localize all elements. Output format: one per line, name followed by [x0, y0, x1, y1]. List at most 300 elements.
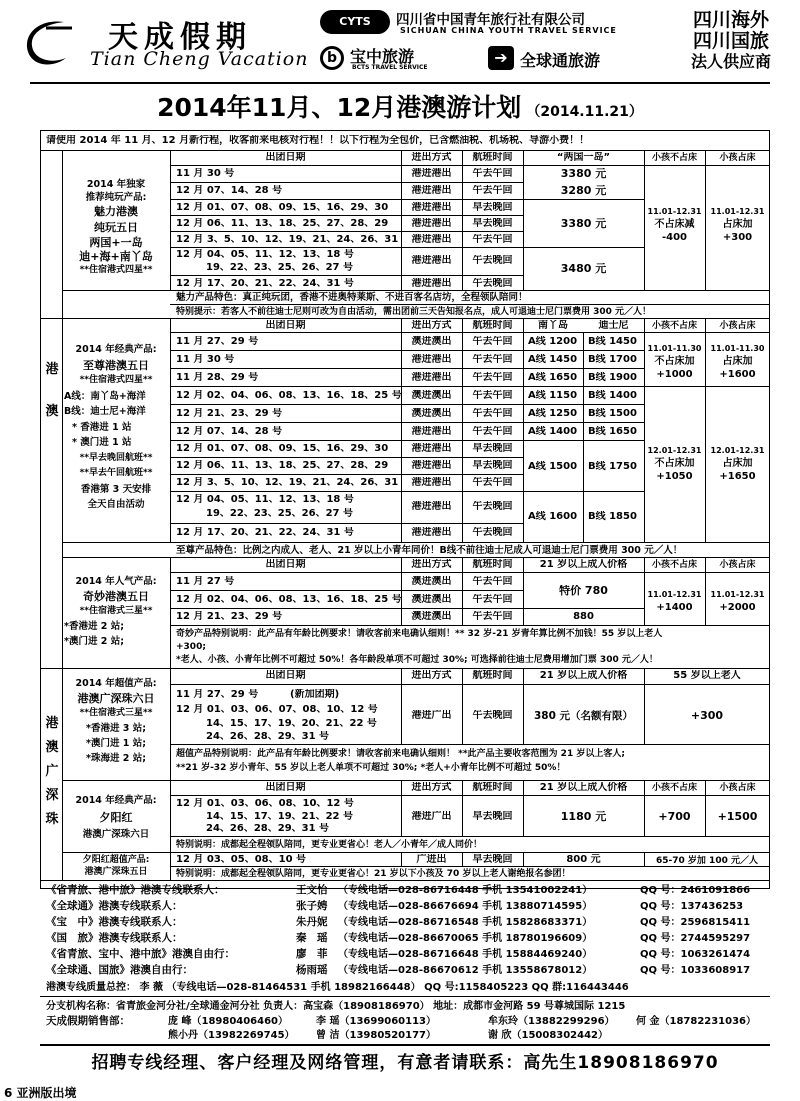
- side-label-gangao: [44, 362, 60, 420]
- supplier-line-2: 四川国旅: [692, 30, 769, 52]
- side-col-border: [62, 318, 63, 668]
- sec2-row-flight: 午去晚回: [472, 527, 513, 538]
- sec4-label-line: *香港进 3 站;: [86, 723, 146, 734]
- agency-global-name: 全球通旅游: [520, 51, 601, 70]
- sec5-child2: +1500: [717, 811, 758, 823]
- sec2-label-line: 香港第 3 天安排: [80, 483, 152, 495]
- sec3-row-date: 12 月 21、23、29 号: [176, 611, 283, 622]
- sec4-line: [170, 744, 770, 745]
- sec1-row-flight: 午去晚回: [472, 278, 513, 289]
- sec1-child1-line: 不占床减: [654, 219, 695, 230]
- contact-phone: （专线电话—028-86716648 手机 15884469240）: [338, 949, 593, 960]
- sec5-hdr: 出团日期: [265, 782, 306, 793]
- sec2-child-line: 不占床加: [654, 458, 695, 469]
- sec5-price: 1180 元: [560, 811, 607, 823]
- sec3-label-line: 奇妙港澳五日: [83, 590, 149, 603]
- sec3-label-line: *香港进 2 站;: [64, 621, 124, 632]
- sec3-line: [170, 625, 770, 626]
- sec1-hdr-line: [170, 165, 770, 166]
- sec4-date: 14、15、17、19、20、21、22 号: [206, 718, 377, 729]
- sec2-row-flight: 午去午回: [472, 477, 513, 488]
- agency-global: [488, 44, 663, 74]
- sec2-hdr: 航班时间: [472, 320, 513, 331]
- sec2-row-date: 12 月 17、20、21、22、24、31 号: [176, 527, 354, 538]
- section-divider: [62, 780, 770, 781]
- sec1-child2-line: +300: [722, 232, 753, 243]
- sec3-child2: [705, 588, 770, 614]
- sec1-row-flight: 早去晚回: [472, 202, 513, 213]
- sec2-row-mode: 港进港出: [411, 372, 452, 383]
- recruit-divider: [40, 1044, 770, 1046]
- sec1-row-date: 12 月 01、07、08、09、15、16、29、30: [176, 202, 389, 213]
- sec2-price-a: A线 1650: [528, 372, 578, 383]
- side-char: 港: [45, 362, 59, 377]
- contact-dept: 《宝 中》港澳专线联系人：: [46, 916, 183, 928]
- sec1-line: [62, 290, 770, 291]
- sec1-price: 3380 元: [560, 218, 607, 230]
- sec3-child-line: 11.01-12.31: [710, 590, 765, 599]
- sec2-line: [62, 542, 770, 543]
- agency-bcts-en: BCTS TRAVEL SERVICE: [352, 64, 428, 71]
- sec2-child-line: 11.01-11.30: [710, 344, 765, 353]
- sec3-child-line: +2000: [719, 602, 756, 613]
- logo-swoosh-icon: [16, 14, 76, 74]
- sec1-child1: [644, 205, 705, 244]
- sec2-line: [170, 404, 644, 405]
- sec4-flight: 午去晚回: [472, 710, 513, 721]
- sec5-hdr: 航班时间: [472, 782, 513, 793]
- sales-person: 牟东玲（13882299296）: [488, 1016, 615, 1027]
- sec4-price: 380 元（名额有限）: [533, 710, 634, 722]
- agency-cyts-en: SICHUAN CHINA YOUTH TRAVEL SERVICE: [400, 26, 617, 35]
- contact-name: 张子娉: [296, 900, 328, 912]
- sec1-label-line: 两国+一岛: [89, 236, 143, 249]
- supplier-line-1: 四川海外: [692, 9, 769, 31]
- sec4-label: [64, 676, 168, 766]
- header-divider: [30, 82, 770, 84]
- contact-qq: QQ 号：1033608917: [640, 965, 751, 976]
- sec1-line: [170, 182, 523, 183]
- sec1-row-flight: 早去晚回: [472, 218, 513, 229]
- sec1-hdr-flight: 航班时间: [472, 152, 513, 163]
- sec2-child-line: +1050: [656, 471, 693, 482]
- sec5-hdr: 小孩占床: [719, 783, 756, 793]
- sec2-price-a: A线 1250: [528, 408, 578, 419]
- sec5-label-line: 港澳广深珠六日: [82, 829, 150, 840]
- contact-qq: QQ 号：2744595297: [640, 933, 751, 944]
- sec2-line: [170, 523, 523, 524]
- agency-cyts-name: 四川省中国青年旅行社有限公司: [396, 12, 585, 28]
- sec2-price-a: A线 1150: [528, 390, 578, 401]
- contact-phone: （专线电话—028-86716548 手机 15828683371）: [338, 917, 593, 928]
- sec2-row-flight: 午去午回: [472, 336, 513, 347]
- agency-cyts: [320, 8, 660, 40]
- sec5-hdr: 小孩不占床: [651, 783, 697, 793]
- contacts-divider: [40, 880, 770, 881]
- branch-divider: [40, 996, 770, 997]
- sec2-price-a: A线 1500: [528, 461, 578, 472]
- sec1-row-date: 19、22、23、25、26、27 号: [206, 262, 353, 273]
- sales-person: 曾 洁（13980520177）: [316, 1030, 437, 1041]
- sec3-label-line: 2014 年人气产品:: [75, 576, 157, 587]
- supplier-line-3: 法人供应商: [690, 52, 771, 71]
- sec1-row-date: 12 月 07、14、28 号: [176, 185, 283, 196]
- sec4-line: [170, 684, 770, 685]
- sec2-row-flight: 午去晚回: [472, 501, 513, 512]
- contact-qq: QQ 号：1063261474: [640, 949, 751, 960]
- sec5-label-line: 夕阳红: [99, 811, 133, 824]
- sec3-row-mode: 澳进澳出: [411, 576, 452, 587]
- cyts-logo-icon: CYTS: [320, 10, 390, 34]
- sec2-hdr: 出团日期: [265, 320, 306, 331]
- sec3-hdr: 航班时间: [472, 559, 513, 570]
- sec3-hdr: 小孩不占床: [651, 560, 697, 570]
- sec2-price-b: B线 1400: [588, 390, 637, 401]
- sec2-price-b: B线 1450: [588, 336, 637, 347]
- sec3-col: [170, 557, 171, 668]
- sec2-row-mode: 澳进澳出: [411, 390, 452, 401]
- sec3-label-line: **住宿港式三星**: [79, 606, 153, 616]
- sec2-price-b: B线 1850: [588, 511, 637, 522]
- sec4-senior: +300: [690, 710, 724, 722]
- sec2-hdr: 小孩不占床: [651, 321, 697, 331]
- sec1-label-line: 2014 年独家: [86, 179, 146, 190]
- sec3-row-flight: 午去午回: [472, 594, 513, 605]
- contact-name: 秦 瑶: [296, 932, 328, 944]
- sec1-row-mode: 港进港出: [411, 255, 452, 266]
- sec2-line: [170, 440, 644, 441]
- contact-name: 朱丹妮: [296, 916, 328, 928]
- sec2-row-flight: 午去午回: [472, 390, 513, 401]
- sec1-hdr-date: 出团日期: [265, 152, 306, 163]
- sec5-label: [64, 792, 168, 843]
- sec1-hdr-child1: 小孩不占床: [651, 153, 697, 163]
- title-date: （2014.11.21）: [526, 104, 643, 120]
- sec3-row-date: 11 月 27 号: [176, 576, 235, 587]
- sec2-label-line: * 澳门进 1 站: [72, 437, 132, 448]
- sec2-row-date: 12 月 07、14、28 号: [176, 426, 283, 437]
- sales-person: 何 金（18782231036）: [636, 1016, 757, 1027]
- side-char: 港: [45, 716, 59, 731]
- quality-control: 港澳专线质量总控： 李 薇 （专线电话—028-81464531 手机 18982166448） QQ 号:1158405223 QQ 群:116443446: [46, 982, 629, 993]
- sec1-row-flight: 午去午回: [472, 168, 513, 179]
- sec2-child-line: 11.01-11.30: [647, 344, 702, 353]
- sec2-note: 至尊产品特色：比例之内成人、老人、21 岁以上小青年同价！B线不前往迪士尼成人可退迪士尼门票费用 300 元／人！: [176, 545, 683, 556]
- sec4-date: 12 月 01、03、06、07、08、10、12 号: [176, 704, 378, 715]
- branch-info: 分支机构名称：省青旅金河分社/全球通金河分社 负责人：高宝森（18908186970） 地址：成都市金河路 59 号尊城国际 1215: [46, 1001, 626, 1012]
- contact-name: 杨雨瑶: [296, 964, 328, 976]
- sec2-child-b2: [705, 444, 770, 483]
- sec2-child-line: 12.01-12.31: [710, 446, 765, 455]
- contact-phone: （专线电话—028-86676694 手机 13880714595）: [338, 901, 593, 912]
- sec2-price-b: B线 1750: [588, 461, 637, 472]
- sec2-row-date: 11 月 27、29 号: [176, 336, 259, 347]
- sec2-row-flight: 早去晚回: [472, 460, 513, 471]
- contact-name: 王文怡: [296, 884, 328, 896]
- sec1-row-mode: 港进港出: [411, 218, 452, 229]
- sales-person: 李 瑶（13699060113）: [316, 1016, 437, 1027]
- sec2-label-line: **早去晚回航班**: [79, 452, 153, 463]
- sec2-label: [64, 342, 168, 513]
- sec2-label-line: **早去午回航班**: [79, 468, 153, 478]
- sec4-label-line: 港澳广深珠六日: [77, 692, 155, 705]
- sec1-row-date: 12 月 17、20、21、22、24、31 号: [176, 278, 354, 289]
- sec2-price-b: B线 1900: [588, 372, 637, 383]
- sec1-child2: [705, 205, 770, 244]
- intro-divider: [40, 150, 770, 151]
- section-divider: [40, 668, 770, 669]
- sec1-row-mode: 港进港出: [411, 185, 452, 196]
- sec2-row-flight: 午去午回: [472, 372, 513, 383]
- sec4-hdr: 55 岁以上老人: [673, 670, 741, 681]
- contact-qq: QQ 号：2461091866: [640, 885, 751, 896]
- sec1-child2-line: 11.01-12.31: [710, 207, 765, 216]
- side-col-border: [62, 668, 63, 880]
- sec5-hdr: 21 岁以上成人价格: [539, 782, 628, 793]
- sec5-flight: 早去晚回: [472, 811, 513, 822]
- sales-person: 熊小丹（13982269745）: [168, 1030, 295, 1041]
- sec3-row-mode: 澳进澳出: [411, 611, 452, 622]
- sec5-child1: +700: [658, 811, 691, 823]
- sec2-child-a1: [644, 342, 705, 381]
- brand-logo: [12, 8, 312, 76]
- contact-phone: （专线电话—028-86670612 手机 13558678012）: [338, 965, 593, 976]
- sec4-date-tag: (新加团期): [290, 689, 340, 700]
- contact-dept: 《省青旅、港中旅》港澳专线联系人：: [46, 884, 225, 896]
- sec1-line: [170, 199, 644, 200]
- sec4-note: 超值产品特别说明：此产品有年龄比例要求！请收客前来电确认细则！ **此产品主要收客范围为 21 岁以上客人;: [176, 749, 625, 759]
- sec4-hdr: 21 岁以上成人价格: [539, 670, 628, 681]
- sec1-line: [170, 247, 644, 248]
- sec1-row-date: 11 月 30 号: [176, 168, 235, 179]
- sec3-line: [170, 572, 770, 573]
- sec5-date: 12 月 01、03、06、08、10、12 号: [176, 798, 354, 809]
- sec2-hdr: 进出方式: [411, 320, 452, 331]
- sec2-hdr: 迪士尼: [598, 320, 629, 331]
- sec3-row-mode: 澳进澳出: [411, 594, 452, 605]
- sec2-row-date: 12 月 01、07、08、09、15、16、29、30: [176, 443, 389, 454]
- sec5-line: [170, 836, 770, 837]
- sec2-line: [170, 474, 523, 475]
- page-title: [40, 88, 760, 126]
- contact-name: 廖 菲: [296, 948, 328, 960]
- sec2-child-line: 占床加: [722, 356, 753, 367]
- sec2-col: [170, 318, 171, 542]
- sec2-label-line: * 香港进 1 站: [72, 421, 132, 433]
- sec4-label-line: **住宿港式三星**: [79, 708, 153, 718]
- intro-text: 请使用 2014 年 11 月、12 月新行程，收客前来电核对行程！！以下行程为全包价，已含燃油税、机场税、导游小费！！: [46, 135, 590, 146]
- sales-person: 庞 峰（18980406460）: [168, 1016, 289, 1027]
- sec2-child-line: 不占床加: [654, 356, 695, 367]
- sec2-child-line: +1600: [719, 369, 756, 380]
- sec2-row-mode: 澳进澳出: [411, 408, 452, 419]
- section-divider: [62, 852, 770, 853]
- sec2-hdr: 小孩占床: [719, 321, 756, 331]
- sec2-row-date: 19、22、23、25、26、27 号: [206, 508, 353, 519]
- sec2-row-mode: 港进港出: [411, 443, 452, 454]
- agency-bcts-name: 宝中旅游: [350, 47, 415, 66]
- sec2-price-a: A线 1450: [528, 354, 578, 365]
- sec3-hdr: 小孩占床: [719, 560, 756, 570]
- sec2-child-line: 占床加: [722, 458, 753, 469]
- sec1-price: 3280 元: [560, 185, 607, 197]
- sec1-note: 特别提示：若客人不前往迪士尼则可改为自由活动，需出团前三天告知报名点，成人可退迪士尼门票费用 300 元／人！: [176, 307, 652, 317]
- sec6-price: 800 元: [566, 854, 601, 865]
- sec3-hdr: 21 岁以上成人价格: [539, 559, 628, 570]
- sec6-label: [64, 854, 168, 878]
- sec2-row-mode: 港进港出: [411, 426, 452, 437]
- contact-qq: QQ 号：137436253: [640, 901, 744, 912]
- title-main: 2014年11月、12月港澳游计划: [157, 93, 522, 122]
- sec6-date: 12 月 03、05、08、10 号: [176, 854, 307, 865]
- sec1-row-date: 12 月 06、11、13、18、25、27、28、29: [176, 218, 389, 229]
- contact-dept: 《全球通》港澳专线联系人：: [46, 900, 183, 912]
- sec1-hdr-price: “两国一岛”: [556, 152, 611, 163]
- sec4-hdr: 航班时间: [472, 670, 513, 681]
- sec2-line: [170, 422, 644, 423]
- sec3-child-line: 11.01-12.31: [647, 590, 702, 599]
- sec1-hdr-child2: 小孩占床: [719, 153, 756, 163]
- side-label-gangao-guangshen: [44, 712, 60, 832]
- agency-bcts: [320, 44, 470, 74]
- contact-phone: （专线电话—028-86670065 手机 18780196609）: [338, 933, 593, 944]
- sec5-date: 24、26、28、29、31 号: [206, 823, 330, 834]
- sec2-line: [170, 368, 644, 369]
- contact-dept: 《国 旅》港澳专线联系人：: [46, 932, 183, 944]
- sec2-row-date: 11 月 28、29 号: [176, 372, 259, 383]
- sec2-col: [523, 318, 524, 542]
- sec2-label-line: **住宿港式四星**: [79, 375, 153, 385]
- sec2-hdr: 南丫岛: [538, 320, 568, 331]
- sec5-line: [170, 795, 770, 796]
- sec1-line: [170, 304, 770, 305]
- supplier-badge: [672, 10, 790, 76]
- sec1-line: [170, 215, 523, 216]
- sec6-label-line: 夕阳红超值产品:: [82, 855, 150, 865]
- sec3-label-line: *澳门进 2 站;: [64, 636, 124, 647]
- sec1-child1-line: -400: [661, 232, 688, 243]
- sec2-row-date: 12 月 02、04、06、08、13、16、18、25 号: [176, 390, 402, 401]
- sec3-child-line: +1400: [656, 602, 693, 613]
- sec2-line: [170, 332, 770, 333]
- sec2-row-date: 12 月 3、5、10、12、19、21、24、26、31: [176, 477, 399, 488]
- sec1-price: 3380 元: [560, 168, 607, 180]
- sec2-row-date: 11 月 30 号: [176, 354, 235, 365]
- sec1-label-line: 纯玩五日: [94, 221, 138, 234]
- sec2-row-date: 12 月 06、11、13、18、25、27、28、29: [176, 460, 389, 471]
- sec3-note: *老人、小孩、小青年比例不可超过 50%！各年龄段单项不可超过 30%; 可选择前往迪士尼费用增加门票 300 元／人！: [176, 655, 658, 665]
- sales-label: 天成假期销售部：: [46, 1015, 130, 1027]
- sec2-row-date: 12 月 21、23、29 号: [176, 408, 283, 419]
- sec2-row-mode: 港进港出: [411, 460, 452, 471]
- global-logo-icon: ➔: [488, 46, 514, 70]
- section-divider: [62, 557, 770, 558]
- sec4-label-line: *珠海进 2 站;: [86, 753, 146, 764]
- sec6-label-line: 港澳广深珠五日: [84, 867, 148, 877]
- sec2-child-line: +1650: [719, 471, 756, 482]
- sec2-line: [170, 457, 523, 458]
- sec2-col: [583, 332, 584, 542]
- sec2-row-flight: 午去午回: [472, 354, 513, 365]
- side-char: 广: [45, 764, 59, 779]
- side-char: 珠: [45, 812, 59, 827]
- sec5-hdr: 进出方式: [411, 782, 452, 793]
- sec1-label-line: 迪+海+南丫岛: [79, 250, 153, 263]
- sec2-line: [170, 386, 770, 387]
- sec2-row-flight: 午去午回: [472, 426, 513, 437]
- sec1-row-mode: 港进港出: [411, 278, 452, 289]
- contact-dept: 《省青旅、宝中、港中旅》港澳自由行：: [46, 948, 235, 960]
- sec1-row-mode: 港进港出: [411, 202, 452, 213]
- sec1-label-line: **住宿港式四星**: [79, 265, 153, 275]
- sec2-label-line: 2014 年经典产品:: [75, 344, 157, 355]
- sec1-label: [64, 178, 168, 277]
- sec1-note: 魅力产品特色：真正纯玩团，香港不进奥特莱斯、不进百客名店坊，全程领队陪同！: [176, 292, 528, 303]
- sec3-price: 特价 780: [559, 585, 608, 597]
- sec2-label-line: B线：迪士尼+海洋: [64, 406, 146, 417]
- sec3-note: 奇妙产品特别说明：此产品有年龄比例要求！请收客前来电确认细则！** 32 岁-21 岁青年算比例不加钱！55 岁以上老人: [176, 629, 663, 639]
- sec4-label-line: 2014 年超值产品:: [75, 678, 157, 689]
- side-char: 澳: [45, 740, 59, 755]
- sec3-row-flight: 午去午回: [472, 576, 513, 587]
- sec1-price: 3480 元: [560, 263, 607, 275]
- sec2-line: [170, 491, 644, 492]
- sec4-date: 11 月 27、29 号: [176, 689, 259, 700]
- sec2-row-mode: 港进港出: [411, 477, 452, 488]
- sec2-label-line: A线：南丫岛+海洋: [64, 390, 146, 402]
- sec4-hdr: 出团日期: [265, 670, 306, 681]
- sec1-child1-line: 11.01-12.31: [647, 207, 702, 216]
- sales-person: 谢 欣（15008302442）: [488, 1030, 609, 1041]
- sec5-mode: 港进广出: [411, 811, 452, 822]
- sec2-price-b: B线 1700: [588, 354, 637, 365]
- side-char: 深: [45, 788, 59, 803]
- sec1-row-flight: 午去晚回: [472, 255, 513, 266]
- recruit-banner: 招聘专线经理、客户经理及网络管理，有意者请联系：高先生18908186970: [91, 1053, 719, 1073]
- sec3-hdr: 进出方式: [411, 559, 452, 570]
- sec1-row-flight: 午去午回: [472, 185, 513, 196]
- sec1-label-line: 推荐纯玩产品:: [85, 192, 147, 203]
- sec2-child-b1: [644, 444, 705, 483]
- sec3-row-flight: 午去午回: [472, 611, 513, 622]
- sec5-date: 14、15、17、19、21、22 号: [206, 811, 353, 822]
- contact-qq: QQ 号：2596815411: [640, 917, 751, 928]
- bcts-logo-icon: b: [320, 46, 344, 70]
- sec1-row-flight: 午去午回: [472, 234, 513, 245]
- sec2-row-date: 12 月 04、05、11、12、13、18 号: [176, 494, 354, 505]
- sec6-mode: 广进出: [416, 854, 447, 865]
- sec2-child-line: 12.01-12.31: [647, 446, 702, 455]
- sec2-row-mode: 港进港出: [411, 527, 452, 538]
- contact-dept: 《全球通、国旅》港澳自由行：: [46, 964, 193, 976]
- sec2-child-a2: [705, 342, 770, 381]
- sec2-label-line: 至尊港澳五日: [83, 358, 149, 372]
- sec2-row-flight: 早去晚回: [472, 443, 513, 454]
- sec2-line: [170, 350, 644, 351]
- sec6-flight: 早去晚回: [472, 854, 513, 865]
- page-footer: 6 亚洲版出境: [4, 1086, 77, 1100]
- sec2-child-line: +1000: [656, 369, 693, 380]
- sec3-child1: [644, 588, 705, 614]
- sec3-note: +300;: [176, 642, 206, 652]
- side-char: 澳: [45, 404, 59, 419]
- logo-name-cn: 天成假期: [108, 20, 252, 55]
- sec6-note: 特别说明：成都起全程领队陪同，更专业更省心！21 岁以下小孩及 70 岁以上老人谢绝报名参团！: [176, 869, 571, 879]
- sec1-row-mode: 港进港出: [411, 168, 452, 179]
- sec1-line: [170, 231, 523, 232]
- sec4-hdr: 进出方式: [411, 670, 452, 681]
- sec4-date: 24、26、28、29、31 号: [206, 731, 330, 742]
